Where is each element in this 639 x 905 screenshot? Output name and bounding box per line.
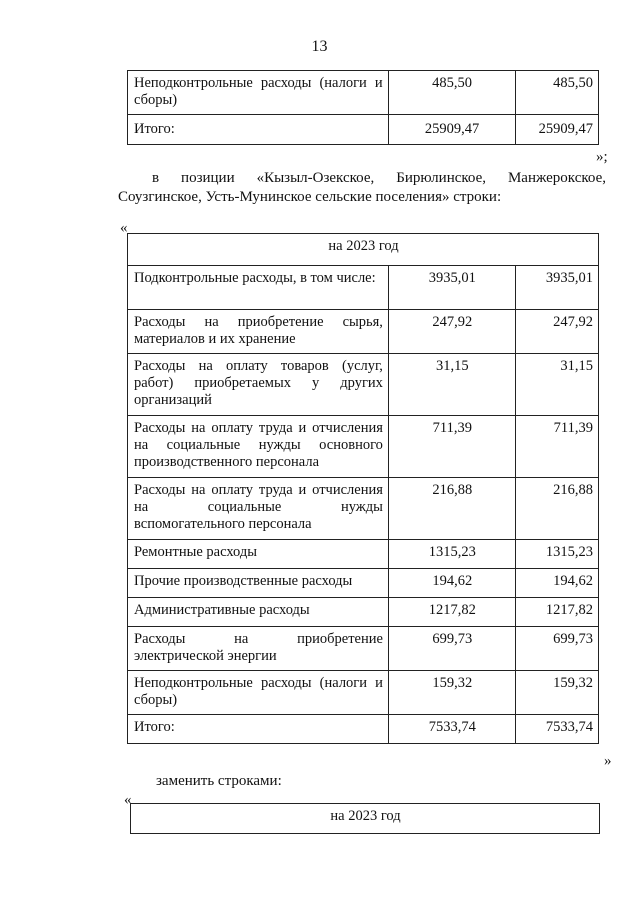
row-label: Расходы на приобретение сырья, материалов и их хранение (128, 310, 389, 354)
table-year-header: на 2023 год (128, 234, 599, 266)
table-header-row (128, 234, 599, 266)
table-row (128, 478, 599, 540)
row-value-2: 1217,82 (515, 598, 598, 627)
table-header-row (131, 804, 600, 834)
table-row (128, 310, 599, 354)
page-number: 13 (311, 38, 328, 55)
table-row (128, 715, 599, 744)
row-value-2: 31,15 (515, 354, 598, 416)
row-value-2: 194,62 (515, 569, 598, 598)
row-value-2: 699,73 (515, 627, 598, 671)
table-row (128, 266, 599, 310)
table-row (128, 71, 599, 115)
row-label: Итого: (128, 115, 389, 145)
row-value-1: 1217,82 (388, 598, 515, 627)
closing-quote-mark: » (604, 753, 612, 769)
cost-table-continued (127, 70, 599, 145)
cost-table-2023 (127, 233, 599, 744)
row-value-1: 216,88 (388, 478, 515, 540)
row-value-2: 3935,01 (515, 266, 598, 310)
table-row (128, 416, 599, 478)
row-value-1: 194,62 (388, 569, 515, 598)
row-label: Расходы на оплату товаров (услуг, работ) приобретаемых у других организаций (128, 354, 389, 416)
table-row (128, 540, 599, 569)
table-row (128, 671, 599, 715)
row-label: Итого: (128, 715, 389, 744)
row-value-2: 25909,47 (515, 115, 598, 145)
table-row (128, 569, 599, 598)
row-value-1: 485,50 (388, 71, 515, 115)
row-label: Расходы на оплату труда и отчисления на социальные нужды основного производственного персонала (128, 416, 389, 478)
row-value-2: 7533,74 (515, 715, 598, 744)
row-label: Подконтрольные расходы, в том числе: (128, 266, 389, 310)
closing-quote-mark: »; (596, 149, 608, 165)
paragraph-line-1: в позиции «Кызыл-Озекское, Бирюлинское, Манжерокское, (152, 170, 606, 186)
replace-instruction: заменить строками: (156, 773, 282, 789)
row-label: Ремонтные расходы (128, 540, 389, 569)
opening-quote-mark: « (120, 220, 128, 236)
row-value-2: 216,88 (515, 478, 598, 540)
row-label: Неподконтрольные расходы (налоги и сборы) (128, 671, 389, 715)
row-value-1: 1315,23 (388, 540, 515, 569)
row-value-1: 25909,47 (388, 115, 515, 145)
row-value-1: 31,15 (388, 354, 515, 416)
position-paragraph (118, 169, 606, 207)
row-value-1: 7533,74 (388, 715, 515, 744)
row-value-2: 1315,23 (515, 540, 598, 569)
table-row (128, 598, 599, 627)
row-value-1: 159,32 (388, 671, 515, 715)
row-value-1: 711,39 (388, 416, 515, 478)
row-value-1: 247,92 (388, 310, 515, 354)
row-value-1: 699,73 (388, 627, 515, 671)
table-year-header: на 2023 год (131, 804, 600, 834)
row-value-2: 485,50 (515, 71, 598, 115)
replacement-table-2023 (130, 803, 600, 834)
row-label: Административные расходы (128, 598, 389, 627)
row-label: Расходы на приобретение электрической энергии (128, 627, 389, 671)
paragraph-line-2: Соузгинское, Усть-Мунинское сельские поселения» строки: (118, 189, 502, 205)
row-value-2: 159,32 (515, 671, 598, 715)
row-value-2: 711,39 (515, 416, 598, 478)
opening-quote-mark: « (124, 792, 132, 808)
row-value-2: 247,92 (515, 310, 598, 354)
table-row (128, 354, 599, 416)
table-row (128, 627, 599, 671)
row-label: Неподконтрольные расходы (налоги и сборы) (128, 71, 389, 115)
table-row (128, 115, 599, 145)
row-label: Прочие производственные расходы (128, 569, 389, 598)
row-label: Расходы на оплату труда и отчисления на социальные нужды вспомогательного персонала (128, 478, 389, 540)
row-value-1: 3935,01 (388, 266, 515, 310)
